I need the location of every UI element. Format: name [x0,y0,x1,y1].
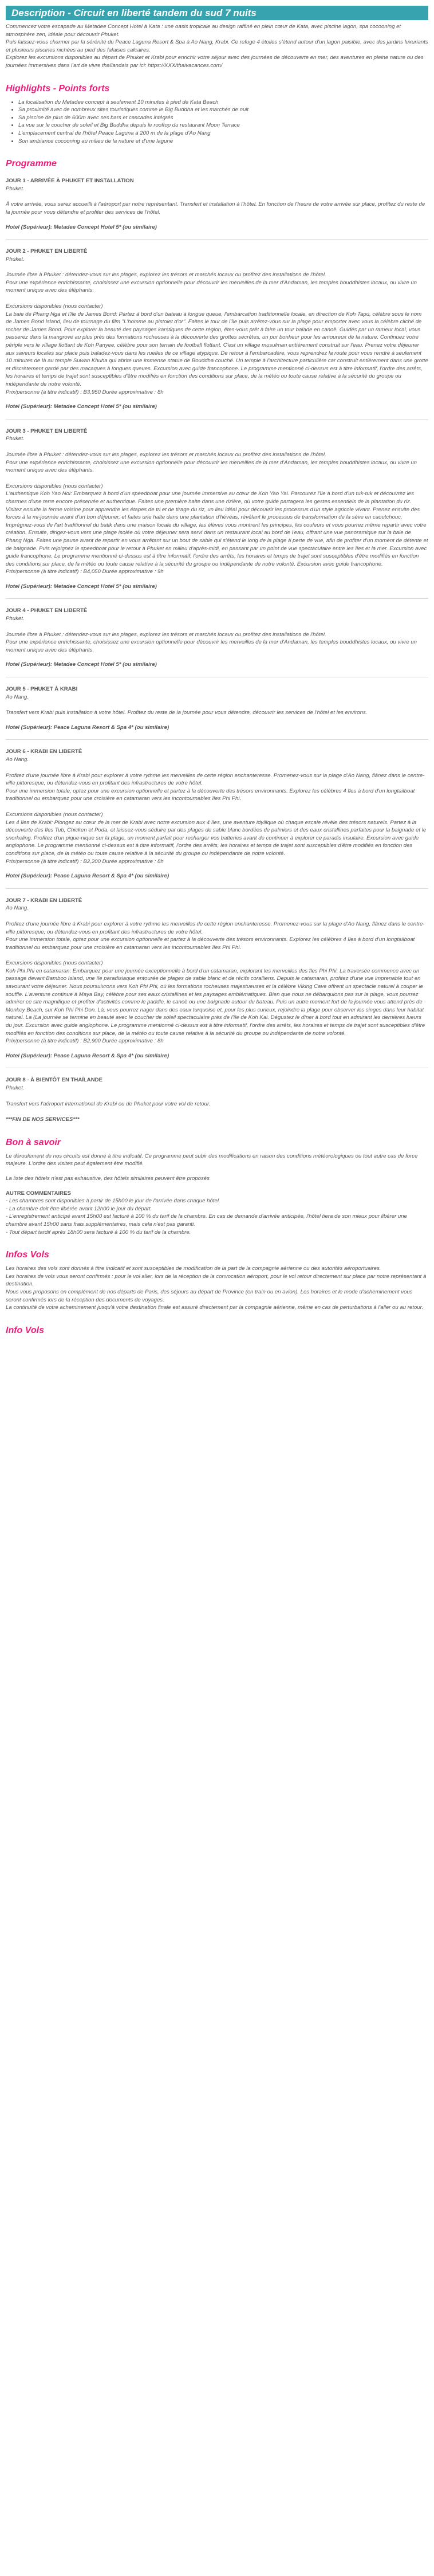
excursion-description: Koh Phi Phi en catamaran: Embarquez pour une journée exceptionnelle à bord d'un catamaran, explorant les merveilles des îles Phi Phi. La traversée commence avec un passage devant Bamboo Island, une île paradisiaque entourée de plages de sable blanc et de récifs coralliens. Depuis le catamaran, profitez d'une vue imprenable tout en savourant votre déjeuner. Nous poursuivrons vers Koh Phi Phi, où les formations rocheuses majestueuses et la célèbre Viking Cave offrent un spectacle naturel à couper le souffle. L'aventure continue à Maya Bay, célèbre pour ses eaux cristallines et les paysages emblématiques. Bien que nous ne débarquions pas sur la plage, vous pourrez admirer ce site magnifique et profiter d'activités comme le paddle, le canoë ou une baignade autour du bateau. Puis un autre moment fort de la journée vous attend près de Monkey Beach, sur Koh Phi Phi Don. Là, vous pourrez nager dans des eaux turquoise et, pour les plus curieux, rejoindre la plage pour observer les singes dans leur habitat naturel. La (La journée se termine en beauté avec le coucher de soleil spectaculaire près de l'île de Koh Kai. Dégustez le dîner à bord tout en admirant les dernières lueurs du jour. Excursion avec guide anglophone. Le programme mentionné ci-dessus est à titre informatif, l'ordre des arrêts, les horaires et temps de trajet sont susceptibles d'être modifiés en fonction des conditions sur place, de la météo ou toute cause relative à la sécurité du groupe ou indépendante de notre volonté. [6,967,425,1037]
day-description: Transfert vers l'aéroport international de Krabi ou de Phuket pour votre vol de retour. [6,1100,211,1107]
highlights-section [0,84,434,146]
infos-vols-section [0,1250,434,1312]
excursion-price: Prix/personne (à titre indicatif) : B2,900 Durée approximative : 8h [6,1038,164,1045]
day-location: Phuket. [6,615,25,622]
end-of-services-note: ***FIN DE NOS SERVICES*** [6,1116,80,1123]
day-hotel: Hotel (Supérieur): Metadee Concept Hotel 5* (ou similaire) [6,224,157,230]
day-hotel: Hotel (Supérieur): Metadee Concept Hotel 5* (ou similaire) [6,403,157,410]
excursion-price: Prix/personne (à titre indicatif) : B3,950 Durée approximative : 8h [6,389,164,395]
day-hotel: Hotel (Supérieur): Peace Laguna Resort & Spa 4* (ou similaire) [6,873,169,880]
comment-item: - Les chambres sont disponibles à partir de 15h00 le jour de l'arrivée dans chaque hôtel. [6,1198,220,1205]
day-divider [6,739,428,740]
highlight-item: • La localisation du Metadee concept à seulement 10 minutes à pied de Kata Beach [18,99,428,107]
day-8 [6,1076,428,1123]
day-hotel: Hotel (Supérieur): Peace Laguna Resort & Spa 4* (ou similaire) [6,724,169,731]
highlight-item: • Sa piscine de plus de 600m avec ses bars et cascades intégrés [18,114,428,122]
intro-paragraph: Explorez les excursions disponibles au départ de Phuket et Krabi pour enrichir votre séjour avec des journées de découverte en mer, des aventures en pleine nature ou des journées immersives dans l'art de vivre thaïlandais par ici: https://XXX/thaivacances.com/ [6,54,424,69]
day-description: Journée libre à Phuket : détendez-vous sur les plages, explorez les trésors et marchés locaux ou profitez des installations de l'hôtel. [6,272,326,279]
day-5 [6,685,428,740]
excursions-heading: Excursions disponibles (nous contacter) [6,483,103,489]
day-title: JOUR 7 - KRABI EN LIBERTÉ [6,897,82,904]
day-title: JOUR 5 - PHUKET À KRABI [6,686,78,693]
highlight-item: • Sa proximité avec de nombreux sites touristiques comme le Big Buddha et les marchés de nuit [18,106,428,114]
day-title: JOUR 2 - PHUKET EN LIBERTÉ [6,248,88,255]
day-hotel: Hotel (Supérieur): Peace Laguna Resort & Spa 4* (ou similaire) [6,1052,169,1059]
flight-info-paragraph: La continuité de votre acheminement jusqu'à votre destination finale est assuré directement par la compagnie aérienne, même en cas de perturbations à l'aller ou au retour. [6,1304,424,1311]
comment-item: - L'enregistrement anticipé avant 15h00 est facturé à 100 % du tarif de la chambre. En cas de demande d'arrivée anticipée, l'hôtel tiera de son mieux pour libérer une chambre avant 15h00 sans frais supplémentaires, mais cela n'est pas garanti. [6,1213,407,1228]
bon-a-savoir-title: Bon à savoir [6,1137,61,1147]
programme-title: Programme [6,159,57,169]
excursion-price: Prix/personne (à titre indicatif) : B4,050 Durée approximative : 9h [6,568,164,575]
day-description: Pour une expérience enrichissante, choisissez une excursion optionnelle pour découvrir les merveilles de la mer d'Andaman, les temples bouddhistes locaux, ou vivre un moment unique avec des éléphants. [6,279,417,294]
day-description: Journée libre à Phuket : détendez-vous sur les plages, explorez les trésors et marchés locaux ou profitez des installations de l'hôtel. [6,631,326,638]
day-location: Phuket. [6,185,25,192]
infos-vols-title: Infos Vols [6,1250,49,1260]
day-hotel: Hotel (Supérieur): Metadee Concept Hotel 5* (ou similaire) [6,583,157,590]
day-title: JOUR 3 - PHUKET EN LIBERTÉ [6,428,88,434]
highlight-item: • L'emplacement central de l'hôtel Peace Laguna à 200 m de la plage d'Ao Nang [18,130,428,138]
info-vols-section [0,1326,434,1336]
excursion-description: Les 4 îles de Krabi: Plongez au cœur de la mer de Krabi avec notre excursion aux 4 îles, une aventure idyllique où chaque escale révèle des trésors naturels. Partez à la découverte des îles Tub, Chicken et Poda, et laissez-vous séduire par des plages de sable blanc bordées de palmiers et des eaux cristallines parfaites pour la baignade et le snorkeling. Profitez d'un pique-nique sur la plage, un moment parfait pour recharger vos batteries avant de continuer à explorer ce paradis insulaire. Excursion avec guide anglophone. Le programme mentionné ci-dessus est à titre informatif, l'ordre des arrêts, les horaires et temps de trajet sont susceptibles d'être modifiés en fonction des conditions sur place, de la météo ou toute cause relative à la sécurité du groupe ou indépendante de notre volonté. [6,819,427,857]
excursion-description: La baie de Phang Nga et l'île de James Bond: Partez à bord d'un bateau à longue queue, l'embarcation traditionnelle locale, en direction de Koh Tapu, célèbre sous le nom de James Bond Island, lieu de tournage du film "L'homme au pistolet d'or". Faites le tour de l'île puis arrêtez-vous sur la plage pour emporter avec vous la célèbre cliché de rocher de James Bond. Pour explorer la beauté des paysages karstiques de cette région, êtes-vous prêt à faire un tour balade en canoë. Guidés par un rameur local, vous passerez dans la mangrove au plus près des formations rocheuses à la découverte des grottes secrètes, un pur bonheur pour les amoureux de la nature. Continuez votre périple vers le village flottant de Koh Panyee, célèbre pour son terrain de football flottant. C'est un village musulman entièrement construit sur l'eau. Prenez votre déjeuner aux saveurs locales sur place puis baladez-vous dans les ruelles de ce village atypique. De retour à l'embarcadère, vous reprendrez la route pour vous rendre à seulement 10 minutes de là au temple Suwan Khuha qui abrite une immense statue de Bouddha couché. Un temple à l'architecture particulière car construit entièrement dans une grotte et discrètement gardé par des macaques à longues queues. Excursion avec guide francophone. Le programme mentionné ci-dessus est à titre informatif, l'ordre des arrêts, les horaires et temps de trajet sont susceptibles d'être modifiés en fonction des conditions sur place, de la météo ou toute cause relative à la sécurité du groupe ou indépendante de notre volonté. [6,311,428,387]
highlight-item: • Son ambiance cocooning au milieu de la nature et d'une lagune [18,138,428,146]
day-2 [6,248,428,419]
excursion-price: Prix/personne (à titre indicatif) : B2,200 Durée approximative : 8h [6,858,164,865]
intro-section [0,23,434,70]
day-location: Ao Nang. [6,693,29,700]
day-description: Pour une immersion totale, optez pour une excursion optionnelle et partez à la découverte des trésors environnants. Explorez les célèbres 4 îles à bord d'un longtailboat traditionnel ou embarquez pour une croisière en catamaran vers les incontournables îles Phi Phi. [6,936,415,951]
spacer [6,1168,428,1175]
day-7 [6,897,428,1069]
excursions-heading: Excursions disponibles (nous contacter) [6,303,103,310]
excursions-heading: Excursions disponibles (nous contacter) [6,960,103,967]
info-vols-title: Info Vols [6,1325,44,1335]
day-location: Phuket. [6,256,25,262]
day-description: Pour une immersion totale, optez pour une excursion optionnelle et partez à la découverte des trésors environnants. Explorez les célèbres 4 îles à bord d'un longtailboat traditionnel ou embarquez pour une croisière en catamaran vers les incontournables îles Phi Phi. [6,787,415,802]
highlights-title: Highlights - Points forts [6,83,110,93]
info-paragraph: La liste des hôtels n'est pas exhaustive, des hôtels similaires peuvent être proposés [6,1175,210,1182]
programme-section [0,159,434,1124]
flight-info-paragraph: Nous vous proposons en complément de nos départs de Paris, des séjours au départ de Province (en train ou en avion). Les horaires et le mode d'acheminement vous seront confirmés lors de la réception des documents de voyages. [6,1288,413,1303]
comment-item: - Tout départ tardif après 18h00 sera facturé à 100 % du tarif de la chambre. [6,1229,191,1236]
day-location: Ao Nang. [6,756,29,763]
day-location: Phuket. [6,436,25,442]
day-title: JOUR 6 - KRABI EN LIBERTÉ [6,748,82,755]
day-3 [6,428,428,599]
page [0,6,434,1351]
info-paragraph: Le déroulement de nos circuits est donné à titre indicatif. Ce programme peut subir des modifications en raison des conditions météorologiques ou tout autre cas de force majeure. L'ordre des visites peut également être modifié. [6,1152,418,1167]
day-title: JOUR 1 - ARRIVÉE À PHUKET ET INSTALLATION [6,178,134,185]
bon-a-savoir-section [0,1138,434,1236]
day-divider [6,239,428,240]
highlights-list [6,99,428,146]
day-description: Profitez d'une journée libre à Krabi pour explorer à votre rythme les merveilles de cette région enchanteresse. Promenez-vous sur la plage d'Ao Nang, flânez dans le centre-ville pittoresque, ou détendez-vous en profitant des infrastructures de votre hôtel. [6,920,425,935]
comment-item: - La chambre doit être libérée avant 12h00 le jour du départ. [6,1205,152,1212]
excursion-description: L'authentique Koh Yao Noi: Embarquez à bord d'un speedboat pour une journée immersive au cœur de Koh Yao Yai. Parcourez l'île à bord d'un tuk-tuk et découvrez les charmes d'une terre encore préservée et authentique. Faites une première halte dans une rizière, où votre guide partagera les gestes essentiels de la plantation du riz. Visitez ensuite la ferme voisine pour apprendre les étapes de tri et de tirage du riz, un lieu idéal pour découvrir les processus d'un style agricole vivant. Prenez ensuite des forces à la mi-journée avant d'un bon déjeuner, et faites une halte dans une plantation d'hévéas, révélant le processus de transformation de la sève en caoutchouc. Imprégnez-vous de l'art traditionnel du batik dans une maison locale du village, les élèves vous montrent les principes, les couleurs et vous pourrez même repartir avec votre création. Ensuite, dirigez-vous vers une plage isolée où votre déjeuner sera servi dans un restaurant local au bord de l'eau, offrant une vue panoramique sur la baie de Phang Nga. Faites une pause avant de repartir en vous arrêtant sur un bout de sable qui s'étend le long de la plage à perte de vue, afin de profiter d'un moment de détente et de baignade. Puis rejoignez le speedboat pour le retour à Phuket en milieu d'après-midi, en passant par un point de vue spectaculaire entre les îles et la mer. Excursion avec guide francophone. Le programme mentionné ci-dessus est à titre informatif, l'ordre des arrêts, les horaires et temps de trajet sont susceptibles d'être modifiés en fonction des conditions sur place, de la météo ou toute cause relative à la sécurité du groupe ou indépendante de notre volonté. Excursion avec guide francophone. [6,491,428,567]
day-description: Transfert vers Krabi puis installation à votre hôtel. Profitez du reste de la journée pour vous détendre, découvrir les services de l'hôtel et les environs. [6,709,368,716]
day-description: Pour une expérience enrichissante, choisissez une excursion optionnelle pour découvrir les merveilles de la mer d'Andaman, les temples bouddhistes locaux, ou vivre un moment unique avec des éléphants. [6,639,417,653]
day-title: JOUR 4 - PHUKET EN LIBERTÉ [6,607,88,614]
day-hotel: Hotel (Supérieur): Metadee Concept Hotel 5* (ou similaire) [6,661,157,668]
day-location: Ao Nang. [6,905,29,912]
day-description: À votre arrivée, vous serez accueilli à l'aéroport par notre représentant. Transfert et installation à l'hôtel. En fonction de l'heure de votre arrivée sur place, profitez du reste de la journée pour vous détendre et profiter des services de l'hôtel. [6,201,425,215]
flight-info-paragraph: Les horaires de vols vous seront confirmés : pour le vol aller, lors de la réception de la convocation aéroport, pour le vol retour directement sur place par notre représentant à destination. [6,1273,427,1288]
day-title: JOUR 8 - À BIENTÔT EN THAÏLANDE [6,1077,102,1084]
day-location: Phuket. [6,1085,25,1091]
day-description: Profitez d'une journée libre à Krabi pour explorer à votre rythme les merveilles de cette région enchanteresse. Promenez-vous sur la plage d'Ao Nang, flânez dans le centre-ville pittoresque, ou détendez-vous en profitant des infrastructures de votre hôtel. [6,772,425,787]
day-4 [6,607,428,677]
intro-paragraph: Commencez votre escapade au Metadee Concept Hotel à Kata : une oasis tropicale au design raffiné en plein cœur de Kata, avec piscine lagon, spa cocooning et atmosphère zen, idéale pour découvrir Phuket. [6,23,401,38]
other-comments-heading: AUTRE COMMENTAIRES [6,1190,71,1197]
day-divider [6,598,428,599]
highlight-item: • La vue sur le coucher de soleil et Big Buddha depuis le rooftop du restaurant Moon Terrace [18,121,428,130]
page-title: Description - Circuit en liberté tandem du sud 7 nuits [6,6,428,20]
day-description: Pour une expérience enrichissante, choisissez une excursion optionnelle pour découvrir les merveilles de la mer d'Andaman, les temples bouddhistes locaux, ou vivre un moment unique avec des éléphants. [6,459,417,474]
intro-paragraph: Puis laissez-vous charmer par la sérénité du Peace Laguna Resort & Spa à Ao Nang, Krabi. Ce refuge 4 étoiles s'étend autour d'un lagon paisible, avec des jardins luxuriants et plusieurs piscines nichées au pied des falaises calcaires. [6,39,428,53]
flight-info-paragraph: Les horaires des vols sont donnés à titre indicatif et sont susceptibles de modification de la part de la compagnie aérienne ou des autorités aéroportuaires. [6,1265,381,1272]
day-1 [6,177,428,240]
excursions-heading: Excursions disponibles (nous contacter) [6,811,103,818]
day-6 [6,748,428,888]
day-description: Journée libre à Phuket : détendez-vous sur les plages, explorez les trésors et marchés locaux ou profitez des installations de l'hôtel. [6,451,326,458]
day-divider [6,888,428,889]
